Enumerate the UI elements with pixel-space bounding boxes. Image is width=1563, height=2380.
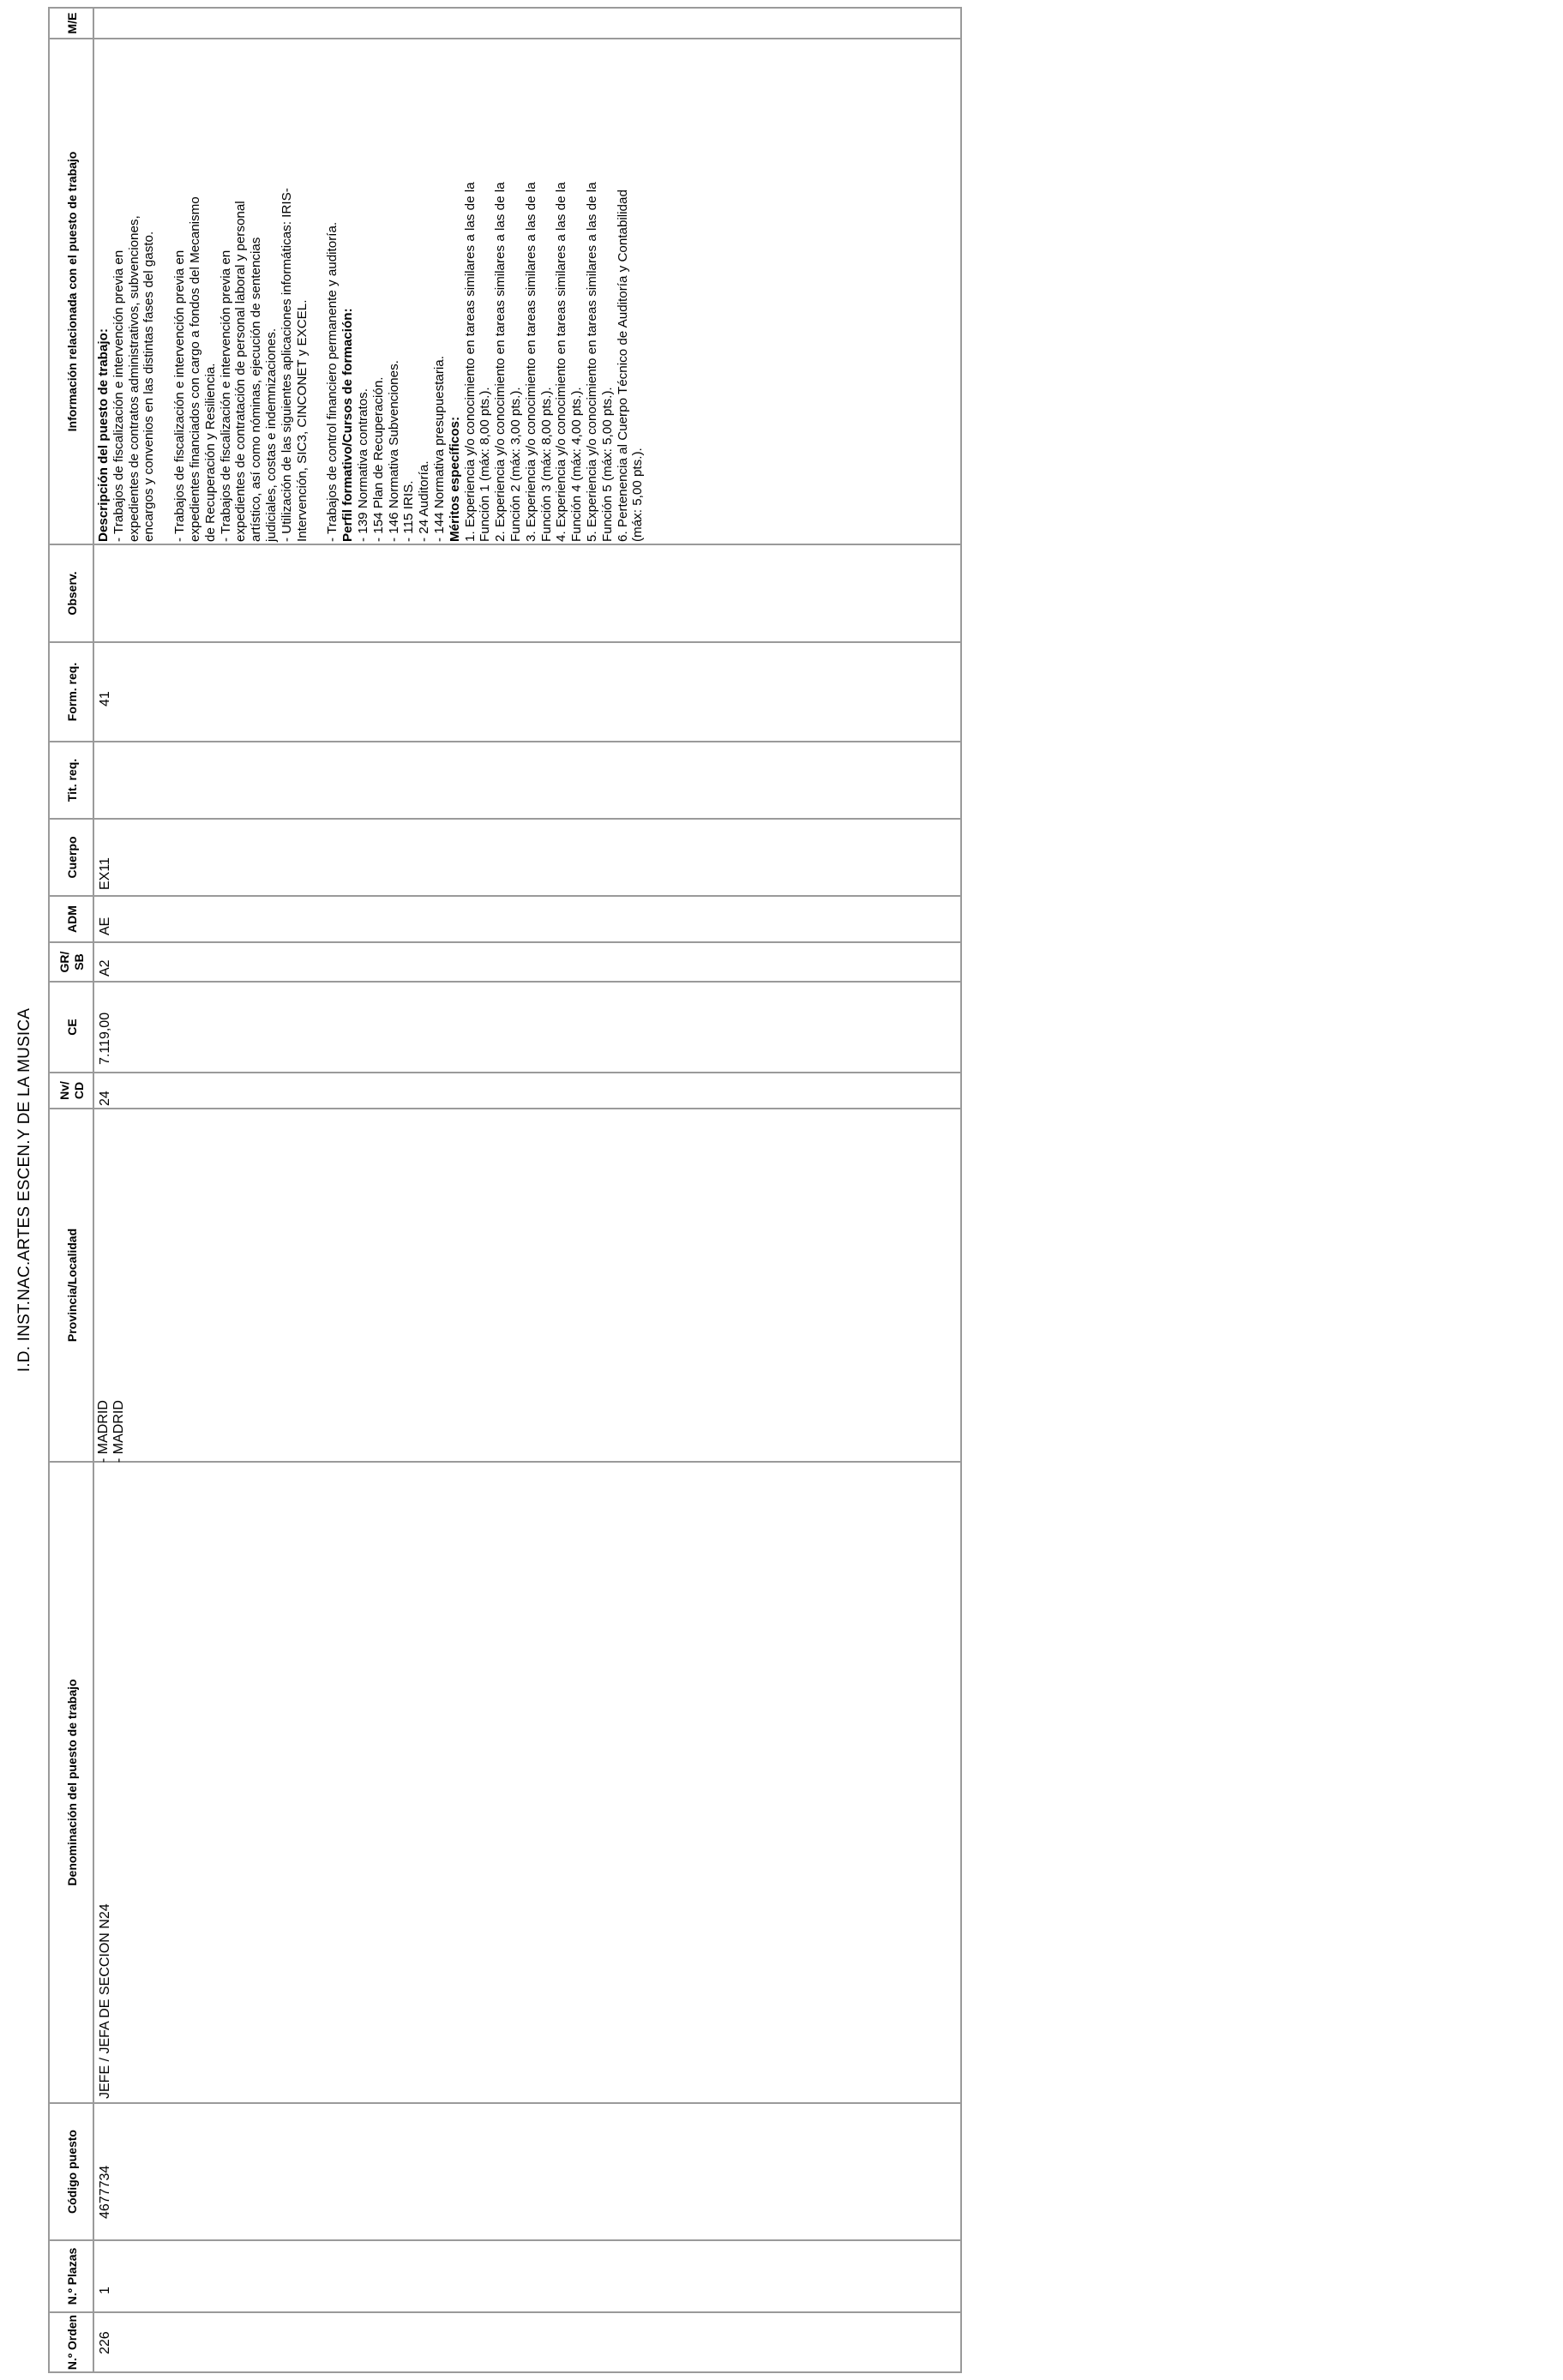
info-line: de Recuperación y Resiliencia.: [202, 363, 218, 542]
col-sep: [50, 544, 960, 545]
cell-grupo: A2: [98, 959, 112, 977]
info-line: - 115 IRIS.: [401, 480, 417, 542]
col-sep: [50, 38, 960, 39]
cell-nivel: 24: [98, 1091, 112, 1106]
info-line: 3. Experiencia y/o conocimiento en tareas similares a las de la: [523, 182, 538, 542]
header-provincia: Provincia/Localidad: [64, 1228, 79, 1343]
cell-formacion: 41: [98, 691, 112, 706]
header-informacion: Información relacionada con el puesto de trabajo: [64, 151, 79, 432]
col-sep: [50, 941, 960, 943]
col-sep: [50, 741, 960, 742]
col-sep: [50, 641, 960, 643]
header-adm: ADM: [64, 905, 79, 933]
header-observaciones: Observ.: [64, 571, 79, 616]
info-line: Función 2 (máx: 3,00 pts.).: [508, 387, 523, 542]
cell-orden: 226: [98, 2331, 112, 2354]
header-cuerpo: Cuerpo: [64, 836, 79, 879]
spacer: [310, 51, 325, 542]
info-line: expedientes de contratos administrativos, subvenciones,: [126, 215, 141, 542]
cell-adm: AE: [98, 917, 112, 935]
info-line: - 154 Plan de Recuperación.: [370, 376, 386, 542]
info-line: - Trabajos de fiscalización e intervención previa en: [111, 249, 126, 542]
header-nivel: [50, 1073, 94, 1108]
info-line: - Trabajos de fiscalización e intervención previa en: [172, 249, 188, 542]
info-line: Función 5 (máx: 5,00 pts.).: [599, 387, 615, 542]
col-sep: [50, 2102, 960, 2104]
info-line: expedientes de contratación de personal laboral y personal: [233, 201, 249, 542]
col-sep: [50, 1461, 960, 1463]
cell-informacion: [96, 51, 646, 542]
info-line: judiciales, costas e indemnizaciones.: [263, 328, 279, 542]
meritos-items: [463, 51, 646, 542]
header-me: M/E: [64, 12, 79, 34]
info-line: - Trabajos de fiscalización e intervención previa en: [218, 249, 233, 542]
col-sep: [50, 895, 960, 897]
cell-provincia-1: - MADRID: [96, 1400, 111, 1463]
header-formacion: Form. req.: [64, 662, 79, 722]
header-ce: CE: [64, 1019, 79, 1036]
info-line: encargos y convenios en las distintas fases del gasto.: [141, 231, 157, 542]
info-line: - 139 Normativa contratos.: [355, 388, 370, 542]
header-nivel-line2: CD: [72, 1081, 86, 1100]
info-line: Función 1 (máx: 8,00 pts.).: [478, 387, 493, 542]
info-line: - Trabajos de control financiero permanente y auditoría.: [325, 221, 340, 542]
descripcion-block3: [325, 51, 340, 542]
header-codigo: Código puesto: [64, 2130, 79, 2214]
header-grupo-line2: SB: [72, 953, 86, 971]
header-titulacion: Tit. req.: [64, 758, 79, 802]
descripcion-block2: [172, 51, 310, 542]
col-sep: [50, 2239, 960, 2241]
info-line: - 144 Normativa presupuestaria.: [431, 356, 447, 542]
descripcion-title: Descripción del puesto de trabajo:: [96, 328, 111, 542]
info-line: Función 4 (máx: 4,00 pts.).: [569, 387, 585, 542]
info-line: - 146 Normativa Subvenciones.: [386, 360, 401, 542]
col-sep: [50, 981, 960, 983]
info-line: expedientes financiados con cargo a fondos del Mecanismo: [187, 196, 202, 542]
cell-denominacion: JEFE / JEFA DE SECCION N24: [98, 1903, 112, 2099]
info-line: - Utilización de las siguientes aplicaciones informáticas: IRIS-: [279, 188, 294, 542]
info-line: (máx: 5,00 pts.).: [630, 448, 646, 542]
info-line: 5. Experiencia y/o conocimiento en tareas similares a las de la: [584, 182, 599, 542]
cell-codigo: 4677734: [98, 2165, 112, 2219]
info-line: 4. Experiencia y/o conocimiento en tareas similares a las de la: [554, 182, 569, 542]
header-grupo-line1: GR/: [57, 951, 71, 973]
info-line: - 24 Auditoría.: [417, 460, 432, 542]
info-line: 1. Experiencia y/o conocimiento en tareas similares a las de la: [462, 182, 478, 542]
info-line: 6. Pertenencia al Cuerpo Técnico de Auditoría y Contabilidad: [615, 189, 630, 542]
col-sep: [50, 818, 960, 820]
cell-plazas: 1: [98, 2287, 112, 2294]
perfil-title: Perfil formativo/Cursos de formación:: [340, 308, 356, 542]
col-sep: [50, 2311, 960, 2313]
header-orden: N.º Orden: [64, 2314, 79, 2371]
header-nivel-line1: Nv/: [57, 1081, 71, 1100]
header-plazas: N.º Plazas: [64, 2247, 79, 2305]
header-denominacion: Denominación del puesto de trabajo: [64, 1679, 79, 1886]
cell-provincia-2: - MADRID: [111, 1400, 126, 1463]
descripcion-block1: [111, 51, 157, 542]
header-grupo: [50, 943, 94, 981]
col-sep: [50, 1072, 960, 1073]
col-sep: [50, 1108, 960, 1109]
perfil-items: [356, 51, 448, 542]
spacer: [157, 51, 172, 542]
info-line: Función 3 (máx: 8,00 pts.).: [538, 387, 554, 542]
info-line: artístico, así como nóminas, ejecución de sentencias: [249, 237, 264, 542]
meritos-title: Méritos específicos:: [447, 416, 462, 542]
unit-title: I.D. INST.NAC.ARTES ESCEN.Y DE LA MUSICA: [15, 1007, 33, 1373]
cell-ce: 7.119,00: [98, 1012, 112, 1065]
info-line: 2. Experiencia y/o conocimiento en tareas similares a las de la: [493, 182, 508, 542]
info-line: Intervención, SIC3, CINCONET y EXCEL.: [294, 299, 310, 542]
cell-cuerpo: EX11: [98, 857, 112, 890]
